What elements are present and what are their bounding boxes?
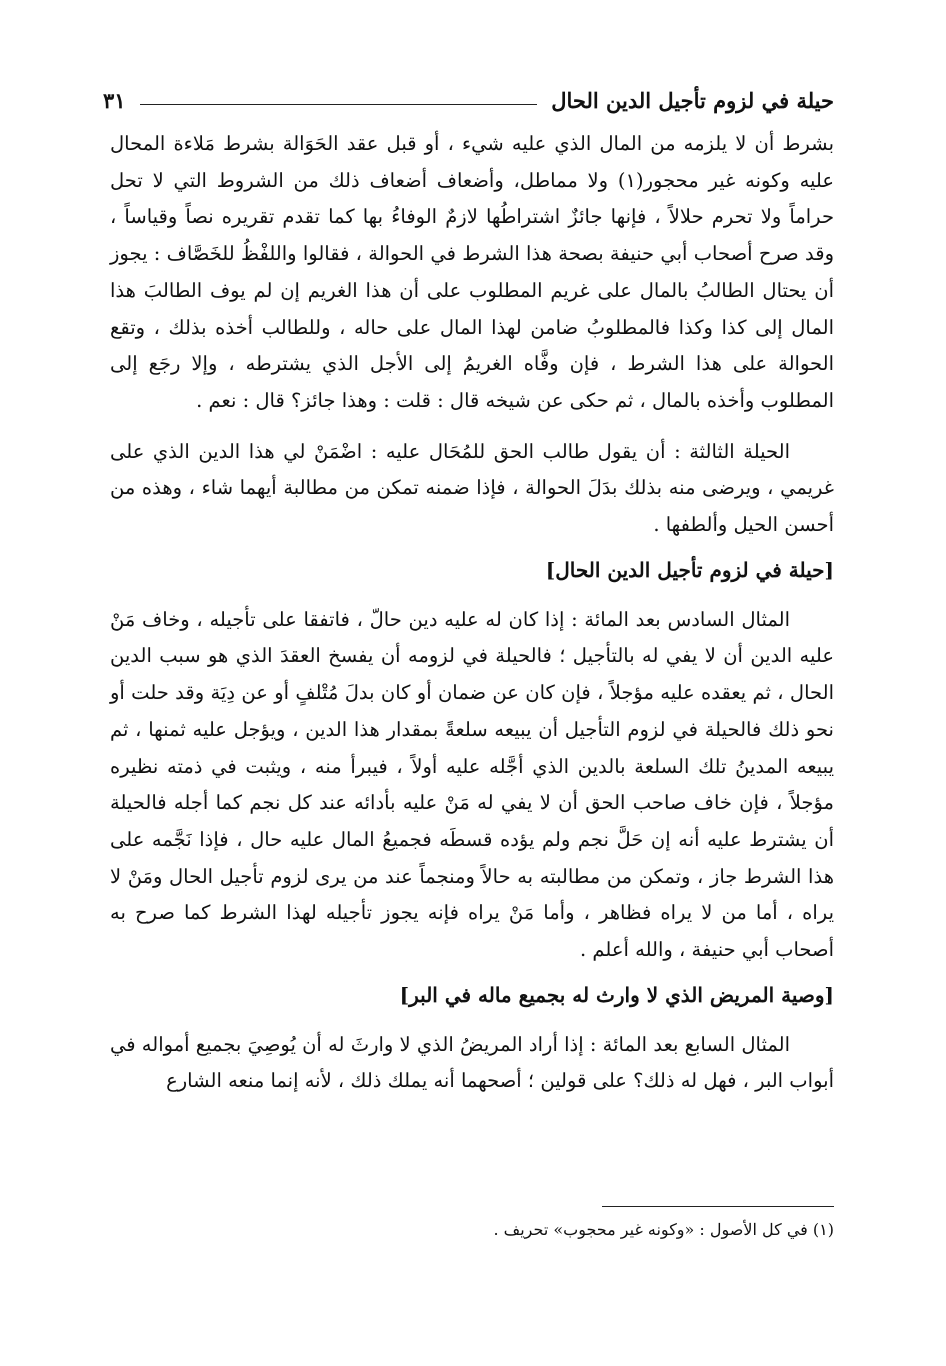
paragraph-example-106: المثال السادس بعد المائة : إذا كان له عليه دين حالّ ، فاتفقا على تأجيله ، وخاف مَنْ عليه الدين أن لا يفي له بالتأجيل ؛ فالحيلة في لزومه أن يفسخ العقدَ الذي هو سبب الدين الحال ، ثم يعقده عليه مؤجلاً ، فإن كان عن ضمان أو كان بدلَ مُتْلفٍ أو عن دِيَة وقد حلت أو نحو ذلك فالحيلة في لزوم التأجيل أن يبيعه سلعةً بمقدار هذا الدين ، ويؤجل عليه ثمنها ، ثم يبيعه المدينُ تلك السلعة بالدين الذي أجَّله عليه أولاً ، فيبرأ منه ، ويثبت في ذمته نظيره مؤجلاً ، فإن خاف صاحب الحق أن لا يفي له مَنْ عليه بأدائه عند كل نجم كما أجله فالحيلة أن يشترط عليه أنه إن حَلَّ نجم ولم يؤده قسطَه فجميعُ المال عليه حال ، فإذا نَجَّمه على هذا الشرط جاز ، وتمكن من مطالبته به حالاً ومنجماً عند من يرى لزوم تأجيل الحال ومَنْ لا يراه ، أما من لا يراه فظاهر ، وأما مَنْ يراه فإنه يجوز تأجيله لهذا الشرط كما صرح به أصحاب أبي حنيفة ، والله أعلم .: [110, 607, 834, 962]
footnote: (١) في كل الأصول : «وكونه غير محجوب» تحريف .: [493, 1220, 834, 1239]
section-heading-will: [وصية المريض الذي لا وارث له بجميع ماله في البر]: [399, 982, 834, 1007]
paragraph-example-107: المثال السابع بعد المائة : إذا أراد المريضُ الذي لا وارثَ له أن يُوصِيَ بجميع أمواله في أبواب البر ، فهل له ذلك؟ على قولين ؛ أصحهما أنه يملك ذلك ، لأنه إنما منعه الشارع: [110, 1032, 834, 1093]
paragraph-third-trick: الحيلة الثالثة : أن يقول طالب الحق للمُحَال عليه : اضْمَنْ لي هذا الدين الذي على غريمي ، ويرضى منه بذلك بدَلَ الحوالة ، فإذا ضمنه تمكن من مطالبة أيهما شاء ، وهذه من أحسن الحيل وألطفها .: [110, 439, 834, 537]
paragraph-gap: [110, 420, 834, 434]
header-rule: [140, 104, 538, 105]
page-number: ٣١: [103, 87, 126, 113]
paragraph-hawala-condition: بشرط أن لا يلزمه من المال الذي عليه شيء ، أو قبل عقد الحَوَالة بشرط مَلاءة المحال عليه وكونه غير محجور(١) ولا مماطل، وأضعاف أضعاف ذلك من الشروط التي لا تحل حراماً ولا تحرم حلالاً ، فإنها جائزٌ اشتراطُها لازمٌ الوفاءُ بها كما تقدم تقريره نصاً وقياساً ، وقد صرح أصحاب أبي حنيفة بصحة هذا الشرط في الحوالة ، فقالوا واللفْظُ للخَصَّاف : يجوز أن يحتال الطالبُ بالمال على غريم المطلوب على أن هذا الغريم إن لم يوف الطالبَ هذا المال إلى كذا وكذا فالمطلوبُ ضامن لهذا المال على حاله ، وللطالب أخذه بذلك ، وتقع الحوالة على هذا الشرط ، فإن وفَّاه الغريمُ إلى الأجل الذي يشترطه ، وإلا رجَع إلى المطلوب وأخذه بالمال ، ثم حكى عن شيخه قال : قلت : وهذا جائز؟ قال : نعم .: [110, 132, 834, 412]
running-header: [103, 80, 834, 120]
running-title: حيلة في لزوم تأجيل الدين الحال: [551, 87, 834, 113]
page-body: [110, 126, 834, 1100]
footnote-rule: [602, 1206, 834, 1207]
section-heading-deferral: [حيلة في لزوم تأجيل الدين الحال]: [545, 557, 834, 582]
